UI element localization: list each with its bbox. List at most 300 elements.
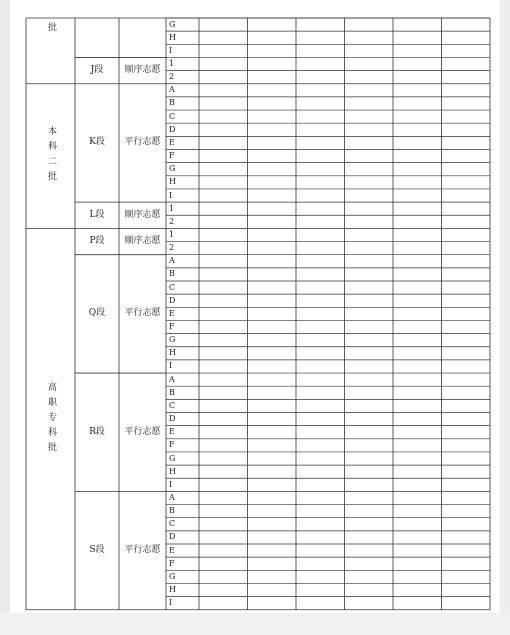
choice-input-cell[interactable] — [248, 123, 297, 136]
choice-input-cell[interactable] — [393, 413, 442, 426]
choice-input-cell[interactable] — [296, 281, 345, 294]
choice-input-cell[interactable] — [199, 557, 248, 570]
choice-input-cell[interactable] — [296, 426, 345, 439]
choice-input-cell[interactable] — [296, 202, 345, 215]
choice-input-cell[interactable] — [199, 97, 248, 110]
choice-input-cell[interactable] — [199, 373, 248, 386]
choice-input-cell[interactable] — [199, 531, 248, 544]
option-code: 1 — [169, 203, 175, 213]
option-code: D — [169, 124, 176, 134]
choice-input-cell[interactable] — [296, 97, 345, 110]
choice-input-cell[interactable] — [345, 150, 394, 163]
choice-input-cell[interactable] — [296, 413, 345, 426]
choice-input-cell[interactable] — [442, 294, 491, 307]
choice-input-cell[interactable] — [442, 176, 491, 189]
choice-input-cell[interactable] — [393, 31, 442, 44]
option-code: H — [169, 32, 176, 42]
choice-input-cell[interactable] — [199, 31, 248, 44]
choice-input-cell[interactable] — [296, 71, 345, 84]
choice-input-cell[interactable] — [345, 597, 394, 610]
choice-input-cell[interactable] — [199, 123, 248, 136]
option-code: A — [169, 492, 175, 502]
choice-input-cell[interactable] — [296, 18, 345, 31]
choice-input-cell[interactable] — [199, 18, 248, 31]
choice-input-cell[interactable] — [248, 228, 297, 241]
choice-input-cell[interactable] — [442, 18, 491, 31]
segment-cell: R段 — [89, 426, 105, 437]
choice-input-cell[interactable] — [248, 557, 297, 570]
batch-label: 本科二批 — [46, 126, 56, 187]
choice-input-cell[interactable] — [199, 360, 248, 373]
choice-input-cell[interactable] — [296, 399, 345, 412]
choice-input-cell[interactable] — [393, 320, 442, 333]
choice-input-cell[interactable] — [296, 505, 345, 518]
choice-input-cell[interactable] — [248, 347, 297, 360]
choice-input-cell[interactable] — [296, 294, 345, 307]
choice-input-cell[interactable] — [393, 452, 442, 465]
choice-input-cell[interactable] — [393, 426, 442, 439]
choice-input-cell[interactable] — [393, 505, 442, 518]
choice-input-cell[interactable] — [248, 320, 297, 333]
choice-input-cell[interactable] — [442, 307, 491, 320]
choice-input-cell[interactable] — [442, 413, 491, 426]
choice-input-cell[interactable] — [442, 110, 491, 123]
choice-input-cell[interactable] — [199, 347, 248, 360]
choice-input-cell[interactable] — [345, 71, 394, 84]
choice-input-cell[interactable] — [345, 31, 394, 44]
choice-input-cell[interactable] — [345, 57, 394, 70]
choice-input-cell[interactable] — [296, 84, 345, 97]
choice-input-cell[interactable] — [442, 57, 491, 70]
choice-input-cell[interactable] — [345, 557, 394, 570]
choice-input-cell[interactable] — [296, 255, 345, 268]
choice-input-cell[interactable] — [345, 544, 394, 557]
choice-input-cell[interactable] — [442, 320, 491, 333]
choice-input-cell[interactable] — [296, 531, 345, 544]
choice-input-cell[interactable] — [393, 110, 442, 123]
choice-input-cell[interactable] — [345, 189, 394, 202]
choice-input-cell[interactable] — [345, 505, 394, 518]
choice-input-cell[interactable] — [296, 544, 345, 557]
option-code: A — [169, 374, 175, 384]
choice-input-cell[interactable] — [248, 97, 297, 110]
choice-input-cell[interactable] — [442, 386, 491, 399]
choice-input-cell[interactable] — [248, 544, 297, 557]
volunteer-type-cell: 顺序志愿 — [124, 236, 161, 247]
choice-input-cell[interactable] — [248, 373, 297, 386]
choice-input-cell[interactable] — [199, 570, 248, 583]
choice-input-cell[interactable] — [442, 360, 491, 373]
choice-input-cell[interactable] — [345, 386, 394, 399]
choice-input-cell[interactable] — [345, 360, 394, 373]
choice-input-cell[interactable] — [393, 360, 442, 373]
choice-input-cell[interactable] — [442, 281, 491, 294]
choice-input-cell[interactable] — [442, 399, 491, 412]
choice-input-cell[interactable] — [248, 478, 297, 491]
choice-input-cell[interactable] — [345, 320, 394, 333]
choice-input-cell[interactable] — [442, 150, 491, 163]
choice-input-cell[interactable] — [296, 557, 345, 570]
choice-input-cell[interactable] — [442, 583, 491, 596]
choice-input-cell[interactable] — [393, 163, 442, 176]
choice-input-cell[interactable] — [199, 281, 248, 294]
choice-input-cell[interactable] — [393, 386, 442, 399]
choice-input-cell[interactable] — [442, 531, 491, 544]
choice-input-cell[interactable] — [393, 71, 442, 84]
choice-input-cell[interactable] — [345, 465, 394, 478]
choice-input-cell[interactable] — [393, 281, 442, 294]
option-code: H — [169, 466, 176, 476]
choice-input-cell[interactable] — [199, 320, 248, 333]
segment-cell: L段 — [89, 209, 105, 220]
choice-input-cell[interactable] — [393, 150, 442, 163]
choice-input-cell[interactable] — [393, 268, 442, 281]
choice-input-cell[interactable] — [442, 202, 491, 215]
choice-input-cell[interactable] — [345, 136, 394, 149]
choice-input-cell[interactable] — [248, 202, 297, 215]
choice-input-cell[interactable] — [296, 150, 345, 163]
choice-input-cell[interactable] — [345, 491, 394, 504]
choice-input-cell[interactable] — [248, 413, 297, 426]
choice-input-cell[interactable] — [345, 570, 394, 583]
choice-input-cell[interactable] — [248, 307, 297, 320]
choice-input-cell[interactable] — [199, 413, 248, 426]
choice-input-cell[interactable] — [393, 123, 442, 136]
option-code: I — [169, 190, 173, 200]
choice-input-cell[interactable] — [345, 215, 394, 228]
option-code: H — [169, 585, 176, 594]
choice-input-cell[interactable] — [248, 110, 297, 123]
choice-input-cell[interactable] — [296, 307, 345, 320]
option-code: A — [169, 85, 175, 95]
choice-input-cell[interactable] — [393, 347, 442, 360]
choice-input-cell[interactable] — [248, 255, 297, 268]
segment-cell: Q段 — [88, 308, 106, 319]
choice-input-cell[interactable] — [296, 189, 345, 202]
segment-cell: J段 — [90, 65, 104, 76]
choice-input-cell[interactable] — [248, 505, 297, 518]
choice-input-cell[interactable] — [442, 136, 491, 149]
choice-input-cell[interactable] — [199, 583, 248, 596]
choice-input-cell[interactable] — [393, 491, 442, 504]
choice-input-cell[interactable] — [393, 84, 442, 97]
choice-input-cell[interactable] — [296, 491, 345, 504]
choice-input-cell[interactable] — [393, 373, 442, 386]
choice-input-cell[interactable] — [296, 439, 345, 452]
choice-input-cell[interactable] — [199, 491, 248, 504]
choice-input-cell[interactable] — [442, 570, 491, 583]
choice-input-cell[interactable] — [199, 386, 248, 399]
choice-input-cell[interactable] — [199, 452, 248, 465]
choice-input-cell[interactable] — [296, 242, 345, 255]
choice-input-cell[interactable] — [296, 373, 345, 386]
choice-input-cell[interactable] — [248, 71, 297, 84]
choice-input-cell[interactable] — [345, 518, 394, 531]
option-code: C — [169, 111, 176, 121]
choice-input-cell[interactable] — [199, 163, 248, 176]
choice-input-cell[interactable] — [442, 465, 491, 478]
choice-input-cell[interactable] — [442, 334, 491, 347]
choice-input-cell[interactable] — [345, 439, 394, 452]
choice-input-cell[interactable] — [393, 478, 442, 491]
choice-input-cell[interactable] — [393, 44, 442, 57]
choice-input-cell[interactable] — [296, 570, 345, 583]
choice-input-cell[interactable] — [393, 189, 442, 202]
choice-input-cell[interactable] — [393, 465, 442, 478]
choice-input-cell[interactable] — [345, 307, 394, 320]
choice-input-cell[interactable] — [199, 399, 248, 412]
option-code: B — [169, 269, 175, 279]
choice-input-cell[interactable] — [442, 518, 491, 531]
choice-input-cell[interactable] — [199, 597, 248, 610]
choice-input-cell[interactable] — [296, 518, 345, 531]
choice-input-cell[interactable] — [248, 18, 297, 31]
choice-input-cell[interactable] — [442, 557, 491, 570]
choice-input-cell[interactable] — [393, 544, 442, 557]
choice-input-cell[interactable] — [393, 57, 442, 70]
choice-input-cell[interactable] — [296, 57, 345, 70]
choice-input-cell[interactable] — [393, 176, 442, 189]
choice-input-cell[interactable] — [442, 123, 491, 136]
choice-input-cell[interactable] — [248, 281, 297, 294]
choice-input-cell[interactable] — [296, 176, 345, 189]
choice-input-cell[interactable] — [296, 386, 345, 399]
choice-input-cell[interactable] — [393, 583, 442, 596]
choice-input-cell[interactable] — [393, 255, 442, 268]
choice-input-cell[interactable] — [442, 189, 491, 202]
choice-input-cell[interactable] — [442, 242, 491, 255]
choice-input-cell[interactable] — [296, 320, 345, 333]
choice-input-cell[interactable] — [248, 399, 297, 412]
choice-input-cell[interactable] — [199, 478, 248, 491]
choice-input-cell[interactable] — [393, 557, 442, 570]
choice-input-cell[interactable] — [442, 426, 491, 439]
option-code: 1 — [169, 59, 175, 68]
choice-input-cell[interactable] — [345, 110, 394, 123]
choice-input-cell[interactable] — [345, 97, 394, 110]
choice-input-cell[interactable] — [393, 531, 442, 544]
choice-input-cell[interactable] — [248, 189, 297, 202]
choice-input-cell[interactable] — [296, 44, 345, 57]
choice-input-cell[interactable] — [393, 215, 442, 228]
choice-input-cell[interactable] — [442, 44, 491, 57]
choice-input-cell[interactable] — [248, 150, 297, 163]
choice-input-cell[interactable] — [199, 255, 248, 268]
choice-input-cell[interactable] — [248, 465, 297, 478]
choice-input-cell[interactable] — [199, 268, 248, 281]
choice-input-cell[interactable] — [442, 84, 491, 97]
choice-input-cell[interactable] — [199, 189, 248, 202]
volunteer-type-cell: 平行志愿 — [124, 308, 161, 319]
choice-input-cell[interactable] — [296, 136, 345, 149]
choice-input-cell[interactable] — [442, 255, 491, 268]
choice-input-cell[interactable] — [442, 439, 491, 452]
choice-input-cell[interactable] — [345, 84, 394, 97]
choice-input-cell[interactable] — [345, 583, 394, 596]
choice-input-cell[interactable] — [296, 110, 345, 123]
option-code: 2 — [169, 72, 175, 82]
choice-input-cell[interactable] — [248, 176, 297, 189]
option-code: H — [169, 177, 176, 187]
choice-input-cell[interactable] — [345, 478, 394, 491]
choice-input-cell[interactable] — [199, 228, 248, 241]
choice-input-cell[interactable] — [442, 215, 491, 228]
choice-input-cell[interactable] — [248, 44, 297, 57]
choice-input-cell[interactable] — [248, 84, 297, 97]
choice-input-cell[interactable] — [345, 242, 394, 255]
batch-label: 高职专科批 — [46, 381, 56, 457]
choice-input-cell[interactable] — [345, 255, 394, 268]
choice-input-cell[interactable] — [345, 123, 394, 136]
choice-input-cell[interactable] — [199, 426, 248, 439]
choice-input-cell[interactable] — [296, 228, 345, 241]
choice-input-cell[interactable] — [199, 215, 248, 228]
choice-input-cell[interactable] — [199, 518, 248, 531]
choice-input-cell[interactable] — [345, 531, 394, 544]
choice-input-cell[interactable] — [199, 307, 248, 320]
choice-input-cell[interactable] — [345, 176, 394, 189]
choice-input-cell[interactable] — [199, 334, 248, 347]
option-code: C — [169, 282, 176, 292]
choice-input-cell[interactable] — [442, 71, 491, 84]
choice-input-cell[interactable] — [199, 57, 248, 70]
choice-input-cell[interactable] — [248, 242, 297, 255]
choice-input-cell[interactable] — [393, 18, 442, 31]
choice-input-cell[interactable] — [442, 268, 491, 281]
choice-input-cell[interactable] — [199, 110, 248, 123]
choice-input-cell[interactable] — [442, 347, 491, 360]
choice-input-cell[interactable] — [248, 439, 297, 452]
choice-input-cell[interactable] — [199, 294, 248, 307]
choice-input-cell[interactable] — [442, 452, 491, 465]
choice-input-cell[interactable] — [296, 478, 345, 491]
volunteer-type-cell — [119, 18, 166, 57]
choice-input-cell[interactable] — [345, 44, 394, 57]
choice-input-cell[interactable] — [442, 373, 491, 386]
choice-input-cell[interactable] — [345, 452, 394, 465]
choice-input-cell[interactable] — [442, 478, 491, 491]
choice-input-cell[interactable] — [345, 334, 394, 347]
choice-input-cell[interactable] — [442, 597, 491, 610]
choice-input-cell[interactable] — [248, 163, 297, 176]
choice-input-cell[interactable] — [248, 518, 297, 531]
volunteer-type-cell: 平行志愿 — [124, 545, 161, 556]
choice-input-cell[interactable] — [199, 465, 248, 478]
choice-input-cell[interactable] — [296, 268, 345, 281]
choice-input-cell[interactable] — [345, 294, 394, 307]
choice-input-cell[interactable] — [296, 215, 345, 228]
choice-input-cell[interactable] — [345, 281, 394, 294]
choice-input-cell[interactable] — [393, 242, 442, 255]
choice-input-cell[interactable] — [296, 347, 345, 360]
choice-input-cell[interactable] — [345, 347, 394, 360]
choice-input-cell[interactable] — [248, 360, 297, 373]
batch-cell — [26, 228, 75, 609]
choice-input-cell[interactable] — [442, 491, 491, 504]
choice-input-cell[interactable] — [442, 544, 491, 557]
choice-input-cell[interactable] — [296, 123, 345, 136]
choice-input-cell[interactable] — [296, 334, 345, 347]
choice-input-cell[interactable] — [345, 163, 394, 176]
choice-input-cell[interactable] — [442, 31, 491, 44]
choice-input-cell[interactable] — [296, 465, 345, 478]
choice-input-cell[interactable] — [442, 505, 491, 518]
choice-input-cell[interactable] — [199, 150, 248, 163]
choice-input-cell[interactable] — [248, 426, 297, 439]
choice-input-cell[interactable] — [296, 452, 345, 465]
choice-input-cell[interactable] — [442, 163, 491, 176]
choice-input-cell[interactable] — [393, 399, 442, 412]
choice-input-cell[interactable] — [442, 97, 491, 110]
choice-input-cell[interactable] — [248, 31, 297, 44]
choice-input-cell[interactable] — [199, 544, 248, 557]
choice-input-cell[interactable] — [248, 452, 297, 465]
choice-input-cell[interactable] — [442, 228, 491, 241]
choice-input-cell[interactable] — [199, 136, 248, 149]
choice-input-cell[interactable] — [296, 163, 345, 176]
choice-input-cell[interactable] — [296, 597, 345, 610]
choice-input-cell[interactable] — [345, 399, 394, 412]
choice-input-cell[interactable] — [296, 360, 345, 373]
choice-input-cell[interactable] — [248, 136, 297, 149]
option-code: I — [169, 598, 173, 608]
choice-input-cell[interactable] — [248, 386, 297, 399]
choice-input-cell[interactable] — [393, 97, 442, 110]
choice-input-cell[interactable] — [248, 597, 297, 610]
choice-input-cell[interactable] — [345, 413, 394, 426]
option-code: D — [169, 414, 176, 424]
choice-input-cell[interactable] — [393, 439, 442, 452]
choice-input-cell[interactable] — [248, 491, 297, 504]
choice-input-cell[interactable] — [199, 439, 248, 452]
choice-input-cell[interactable] — [393, 202, 442, 215]
choice-input-cell[interactable] — [296, 31, 345, 44]
choice-input-cell[interactable] — [393, 334, 442, 347]
choice-input-cell[interactable] — [248, 215, 297, 228]
choice-input-cell[interactable] — [199, 505, 248, 518]
choice-input-cell[interactable] — [393, 518, 442, 531]
choice-input-cell[interactable] — [345, 373, 394, 386]
choice-input-cell[interactable] — [248, 57, 297, 70]
choice-input-cell[interactable] — [345, 426, 394, 439]
choice-input-cell[interactable] — [248, 570, 297, 583]
choice-input-cell[interactable] — [393, 294, 442, 307]
choice-input-cell[interactable] — [248, 268, 297, 281]
choice-input-cell[interactable] — [199, 176, 248, 189]
choice-input-cell[interactable] — [345, 18, 394, 31]
choice-input-cell[interactable] — [248, 583, 297, 596]
choice-input-cell[interactable] — [393, 597, 442, 610]
choice-input-cell[interactable] — [199, 84, 248, 97]
choice-input-cell[interactable] — [248, 294, 297, 307]
choice-input-cell[interactable] — [296, 583, 345, 596]
choice-input-cell[interactable] — [393, 136, 442, 149]
choice-input-cell[interactable] — [393, 570, 442, 583]
option-code: D — [169, 295, 176, 305]
choice-input-cell[interactable] — [199, 44, 248, 57]
choice-input-cell[interactable] — [393, 307, 442, 320]
choice-input-cell[interactable] — [345, 268, 394, 281]
choice-input-cell[interactable] — [248, 531, 297, 544]
choice-input-cell[interactable] — [199, 71, 248, 84]
batch-label: 批 — [46, 22, 56, 37]
choice-input-cell[interactable] — [345, 202, 394, 215]
choice-input-cell[interactable] — [199, 242, 248, 255]
choice-input-cell[interactable] — [393, 228, 442, 241]
choice-input-cell[interactable] — [345, 228, 394, 241]
choice-input-cell[interactable] — [248, 334, 297, 347]
choice-input-cell[interactable] — [199, 202, 248, 215]
